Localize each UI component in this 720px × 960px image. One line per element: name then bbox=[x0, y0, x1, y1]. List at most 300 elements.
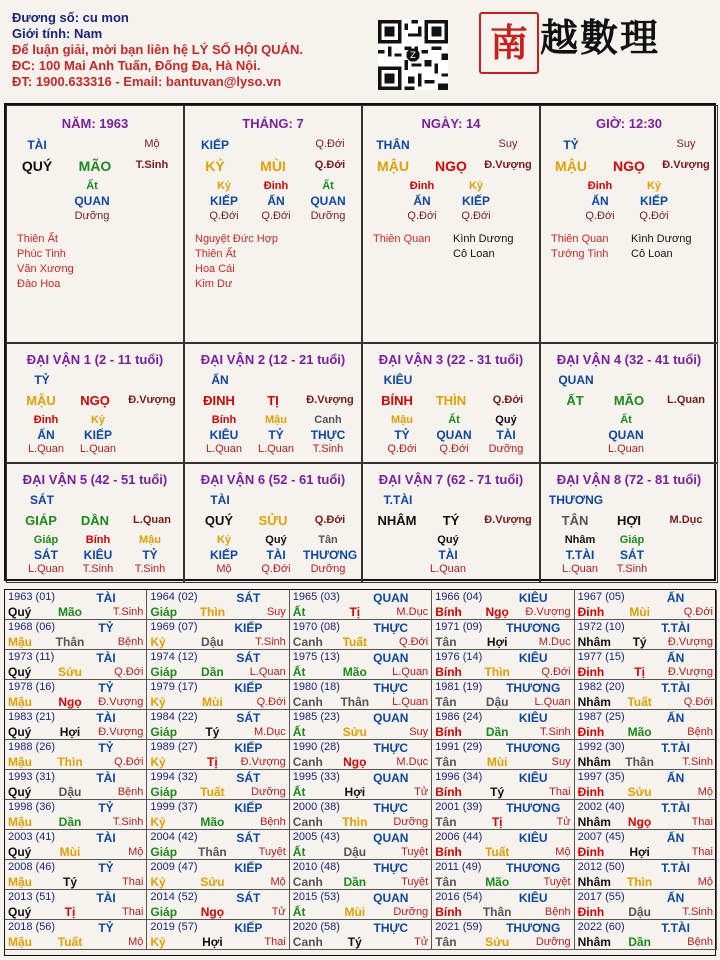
hidden-element: Ất bbox=[620, 414, 632, 426]
hidden-element: Canh bbox=[314, 414, 342, 426]
shen-sha-left: Đào Hoa bbox=[17, 278, 61, 290]
year-cell bbox=[147, 920, 289, 950]
year-label: 1998 (36) bbox=[8, 801, 56, 813]
year-label: 2012 (50) bbox=[577, 861, 625, 873]
year-state: Mộ bbox=[128, 936, 144, 948]
year-stem: Bính bbox=[435, 845, 462, 859]
luck-god: THƯƠNG bbox=[548, 493, 604, 507]
year-stem: Đinh bbox=[577, 605, 605, 619]
year-god: THỰC bbox=[373, 921, 409, 935]
year-label: 2006 (44) bbox=[435, 831, 483, 843]
hidden-element: Đinh bbox=[263, 180, 289, 192]
year-branch: Dần bbox=[201, 665, 224, 679]
year-label: 1986 (24) bbox=[435, 711, 483, 723]
hidden-god: KIÊU bbox=[209, 428, 239, 442]
year-cell bbox=[147, 860, 289, 890]
pillar-title: NĂM: 1963 bbox=[61, 116, 129, 131]
pillar-stem: KỶ bbox=[205, 158, 225, 174]
year-branch: Thìn bbox=[342, 815, 368, 829]
hidden-state: T.Sinh bbox=[616, 563, 648, 575]
year-stem: Ất bbox=[292, 725, 306, 739]
year-god: KIÊU bbox=[518, 771, 548, 785]
header-info bbox=[12, 10, 303, 90]
year-branch: Sửu bbox=[627, 785, 652, 799]
year-god: THỰC bbox=[373, 681, 409, 695]
luck-cell bbox=[362, 343, 540, 463]
luck-god: TÀI bbox=[210, 493, 230, 507]
luck-god: QUAN bbox=[558, 373, 594, 387]
year-cell bbox=[290, 650, 432, 680]
year-state: Tuyệt bbox=[543, 876, 571, 888]
hidden-state: T.Sinh bbox=[312, 443, 344, 455]
shen-sha-right: Cô Loan bbox=[453, 248, 495, 260]
year-branch: Tị bbox=[634, 665, 645, 679]
hidden-state: Q.Đới bbox=[439, 443, 469, 455]
hidden-god: KIẾP bbox=[639, 194, 668, 208]
year-god: ẤN bbox=[666, 891, 685, 905]
year-stem: Mậu bbox=[8, 935, 32, 949]
shen-sha-left: Thiên Ất bbox=[195, 248, 236, 260]
year-label: 1996 (34) bbox=[435, 771, 483, 783]
hidden-god: TỶ bbox=[142, 548, 158, 562]
year-god: THƯƠNG bbox=[506, 921, 561, 935]
year-cell bbox=[575, 800, 717, 830]
year-branch: Ngọ bbox=[58, 695, 82, 709]
year-label: 2004 (42) bbox=[150, 831, 198, 843]
year-state: Bệnh bbox=[687, 726, 713, 738]
year-god: T.TÀI bbox=[661, 621, 690, 635]
year-label: 1991 (29) bbox=[435, 741, 483, 753]
year-stem: Mậu bbox=[8, 815, 32, 829]
year-god: TÀI bbox=[96, 891, 116, 905]
luck-stem: ẤT bbox=[566, 393, 584, 408]
year-cell bbox=[5, 650, 147, 680]
year-stem: Kỷ bbox=[150, 755, 166, 769]
luck-god: TỶ bbox=[34, 373, 50, 387]
pillar-branch: NGỌ bbox=[435, 158, 467, 174]
shen-sha-right: Cô Loan bbox=[631, 248, 673, 260]
hidden-state: Q.Đới bbox=[461, 210, 491, 222]
year-god: THƯƠNG bbox=[506, 681, 561, 695]
year-label: 1981 (19) bbox=[435, 681, 483, 693]
hidden-state: Q.Đới bbox=[639, 210, 669, 222]
year-label: 2020 (58) bbox=[292, 921, 340, 933]
year-stem: Bính bbox=[435, 665, 462, 679]
year-stem: Mậu bbox=[8, 755, 32, 769]
luck-stem: QUÝ bbox=[204, 513, 234, 528]
year-cell bbox=[290, 800, 432, 830]
luck-title: ĐẠI VẬN 6 (52 - 61 tuổi) bbox=[200, 472, 346, 487]
hidden-state: Q.Đới bbox=[407, 210, 437, 222]
hidden-state: Dưỡng bbox=[310, 210, 346, 222]
year-cell bbox=[5, 800, 147, 830]
year-cell bbox=[147, 800, 289, 830]
year-state: Q.Đới bbox=[683, 606, 713, 618]
year-branch: Hợi bbox=[629, 845, 650, 859]
year-state: Dưỡng bbox=[393, 906, 429, 918]
year-cell bbox=[147, 620, 289, 650]
year-state: Tuyệt bbox=[401, 876, 429, 888]
year-cell bbox=[575, 740, 717, 770]
year-label: 1992 (30) bbox=[577, 741, 625, 753]
year-cell bbox=[575, 920, 717, 950]
pillar-cell bbox=[6, 105, 184, 343]
hidden-god: TÀI bbox=[438, 548, 458, 562]
shen-sha-left: Hoa Cái bbox=[195, 263, 235, 275]
year-god: TỶ bbox=[98, 681, 114, 695]
year-cell bbox=[575, 830, 717, 860]
year-cell bbox=[575, 650, 717, 680]
year-cell bbox=[147, 830, 289, 860]
pillar-stem-god: THÂN bbox=[376, 138, 410, 152]
year-cell bbox=[290, 890, 432, 920]
year-stem: Ất bbox=[292, 845, 306, 859]
year-label: 2007 (45) bbox=[577, 831, 625, 843]
year-state: Mộ bbox=[270, 876, 286, 888]
year-cell bbox=[575, 710, 717, 740]
year-god: ẤN bbox=[666, 831, 685, 845]
year-label: 1983 (21) bbox=[8, 711, 56, 723]
year-branch: Dần bbox=[485, 725, 509, 739]
year-state: Đ.Vượng bbox=[667, 666, 713, 678]
year-label: 1970 (08) bbox=[292, 621, 340, 633]
hidden-state: L.Quan bbox=[607, 443, 645, 455]
year-label: 2015 (53) bbox=[292, 891, 340, 903]
luck-cell bbox=[6, 463, 184, 583]
year-state: Q.Đới bbox=[683, 696, 713, 708]
year-branch: Hợi bbox=[344, 785, 366, 799]
year-label: 1973 (11) bbox=[8, 651, 55, 663]
year-cell bbox=[5, 620, 147, 650]
hidden-god: SÁT bbox=[620, 548, 644, 562]
year-state: Mộ bbox=[697, 786, 713, 798]
year-branch: Thìn bbox=[626, 875, 653, 889]
year-cell bbox=[432, 590, 574, 620]
year-state: M.Dục bbox=[254, 726, 286, 738]
year-branch: Tuất bbox=[342, 635, 368, 649]
year-stem: Kỷ bbox=[150, 875, 166, 889]
hidden-state: Q.Đới bbox=[261, 563, 291, 575]
year-god: SÁT bbox=[236, 711, 261, 725]
year-label: 1980 (18) bbox=[292, 681, 340, 693]
year-label: 1978 (16) bbox=[8, 681, 56, 693]
year-state: Bệnh bbox=[260, 816, 286, 828]
luck-god: ẤN bbox=[211, 373, 229, 387]
year-state: M.Dục bbox=[538, 636, 571, 648]
year-branch: Sửu bbox=[485, 935, 510, 949]
phone-email: ĐT: 1900.633316 - Email: bantuvan@lyso.vn bbox=[12, 74, 282, 89]
luck-star: Đ.Vượng bbox=[484, 514, 532, 526]
year-god: SÁT bbox=[236, 651, 261, 665]
year-label: 2008 (46) bbox=[8, 861, 56, 873]
pillar-title: GIỜ: 12:30 bbox=[595, 116, 662, 131]
year-god: SÁT bbox=[236, 891, 261, 905]
year-god: KIẾP bbox=[234, 861, 263, 875]
year-label: 1990 (28) bbox=[292, 741, 340, 753]
pillar-branch: MÙI bbox=[260, 158, 286, 174]
year-stem: Quý bbox=[8, 785, 32, 799]
hidden-element: Kỷ bbox=[468, 180, 484, 192]
year-label: 2016 (54) bbox=[435, 891, 483, 903]
hidden-god: KIẾP bbox=[461, 194, 490, 208]
year-label: 1985 (23) bbox=[292, 711, 340, 723]
pillar-stem: MẬU bbox=[377, 158, 409, 174]
pillar-star: Đ.Vượng bbox=[662, 159, 710, 171]
year-cell bbox=[290, 830, 432, 860]
hidden-god: QUAN bbox=[608, 428, 644, 442]
year-state: Q.Đới bbox=[114, 666, 144, 678]
year-branch: Hợi bbox=[486, 635, 508, 649]
shen-sha-left: Thiên Ất bbox=[17, 233, 58, 245]
year-stem: Đinh bbox=[577, 725, 605, 739]
luck-cell bbox=[6, 343, 184, 463]
year-label: 2005 (43) bbox=[292, 831, 340, 843]
year-god: KIẾP bbox=[234, 801, 263, 815]
year-stem: Tân bbox=[435, 935, 457, 949]
hidden-state: L.Quan bbox=[257, 443, 295, 455]
year-stem: Tân bbox=[435, 875, 457, 889]
year-label: 1975 (13) bbox=[292, 651, 340, 663]
hidden-state: Dưỡng bbox=[488, 443, 524, 455]
year-god: KIÊU bbox=[518, 711, 548, 725]
year-branch: Hợi bbox=[59, 725, 81, 739]
pillar-stem-god: KIẾP bbox=[200, 138, 229, 152]
hidden-state: Q.Đới bbox=[585, 210, 615, 222]
year-cell bbox=[5, 860, 147, 890]
year-branch: Sửu bbox=[342, 725, 367, 739]
year-state: L.Quan bbox=[392, 666, 429, 678]
pillar-stem-god: TÀI bbox=[27, 138, 47, 152]
year-god: QUAN bbox=[373, 711, 409, 725]
pillar-title: NGÀY: 14 bbox=[421, 116, 481, 131]
year-cell bbox=[575, 890, 717, 920]
pillar-branch-state: Mộ bbox=[144, 138, 160, 150]
year-state: L.Quan bbox=[534, 696, 571, 708]
hidden-god: ẤN bbox=[37, 428, 55, 442]
year-branch: Dần bbox=[58, 815, 82, 829]
luck-stem: BÍNH bbox=[381, 393, 413, 408]
year-branch: Sửu bbox=[200, 875, 225, 889]
year-god: KIÊU bbox=[518, 591, 548, 605]
luck-stem: ĐINH bbox=[203, 393, 235, 408]
year-label: 1977 (15) bbox=[577, 651, 625, 663]
year-branch: Ngọ bbox=[485, 605, 509, 619]
luck-stem: TÂN bbox=[561, 513, 589, 528]
shen-sha-right: Kình Dương bbox=[631, 233, 692, 245]
hidden-state: L.Quan bbox=[561, 563, 599, 575]
year-state: Thai bbox=[121, 876, 144, 888]
year-state: T.Sinh bbox=[682, 906, 713, 918]
year-stem: Bính bbox=[435, 785, 462, 799]
year-label: 2013 (51) bbox=[8, 891, 56, 903]
year-state: Tuyệt bbox=[401, 846, 429, 858]
year-state: Mộ bbox=[128, 846, 144, 858]
year-god: ẤN bbox=[666, 711, 685, 725]
year-state: Dưỡng bbox=[393, 816, 429, 828]
year-stem: Quý bbox=[8, 605, 32, 619]
luck-star: Đ.Vượng bbox=[306, 394, 354, 406]
year-cell bbox=[290, 920, 432, 950]
hidden-god: TỶ bbox=[394, 428, 410, 442]
year-state: Thai bbox=[121, 906, 144, 918]
luck-branch: MÃO bbox=[613, 393, 645, 408]
year-god: TÀI bbox=[96, 831, 116, 845]
year-branch: Tuất bbox=[627, 695, 652, 709]
year-god: THƯƠNG bbox=[506, 801, 561, 815]
year-label: 1979 (17) bbox=[150, 681, 198, 693]
hidden-element: Ất bbox=[322, 180, 334, 192]
year-state: Tuyệt bbox=[258, 846, 286, 858]
pillar-cell bbox=[184, 105, 362, 343]
hidden-element: Mậu bbox=[139, 534, 161, 546]
year-god: ẤN bbox=[666, 591, 685, 605]
year-god: QUAN bbox=[373, 651, 409, 665]
luck-title: ĐẠI VẬN 8 (72 - 81 tuổi) bbox=[556, 472, 702, 487]
hidden-element: Kỷ bbox=[90, 414, 106, 426]
year-stem: Nhâm bbox=[577, 875, 611, 889]
pillar-stem-god: TỶ bbox=[563, 138, 579, 152]
year-label: 1968 (06) bbox=[8, 621, 56, 633]
year-state: T.Sinh bbox=[540, 726, 571, 738]
year-state: Dưỡng bbox=[535, 936, 571, 948]
pillar-cell bbox=[362, 105, 540, 343]
year-stem: Tân bbox=[435, 755, 457, 769]
luck-title: ĐẠI VẬN 3 (22 - 31 tuổi) bbox=[378, 352, 524, 367]
hidden-element: Kỷ bbox=[216, 180, 232, 192]
luck-branch: DẦN bbox=[80, 513, 110, 528]
luck-star: Đ.Vượng bbox=[128, 394, 176, 406]
year-branch: Tị bbox=[64, 905, 76, 919]
year-cell bbox=[432, 740, 574, 770]
hidden-element: Tân bbox=[318, 534, 338, 546]
year-god: THỰC bbox=[373, 621, 409, 635]
year-state: Mộ bbox=[697, 876, 713, 888]
year-god: T.TÀI bbox=[661, 801, 690, 815]
year-label: 1993 (31) bbox=[8, 771, 56, 783]
luck-branch: TÝ bbox=[442, 513, 460, 528]
shen-sha-left: Nguyệt Đức Hợp bbox=[195, 233, 279, 245]
year-branch: Sửu bbox=[57, 665, 83, 679]
year-branch: Dậu bbox=[58, 785, 82, 799]
year-label: 1972 (10) bbox=[577, 621, 625, 633]
year-god: SÁT bbox=[236, 771, 261, 785]
hidden-element: Mậu bbox=[265, 414, 287, 426]
hidden-god: T.TÀI bbox=[565, 548, 595, 562]
year-stem: Kỷ bbox=[150, 815, 166, 829]
chart-board bbox=[4, 103, 716, 581]
year-stem: Đinh bbox=[577, 785, 605, 799]
year-god: KIẾP bbox=[234, 921, 263, 935]
year-label: 1969 (07) bbox=[150, 621, 198, 633]
year-stem: Nhâm bbox=[577, 815, 611, 829]
luck-star: Q.Đới bbox=[314, 514, 346, 526]
year-label: 1964 (02) bbox=[150, 591, 198, 603]
luck-branch: THÌN bbox=[435, 393, 467, 408]
luck-cell bbox=[540, 343, 718, 463]
year-label: 1974 (12) bbox=[150, 651, 198, 663]
hidden-god: KIẾP bbox=[83, 428, 112, 442]
year-god: KIÊU bbox=[518, 831, 548, 845]
year-stem: Giáp bbox=[150, 905, 178, 919]
hidden-state: Mộ bbox=[216, 563, 232, 575]
year-label: 1999 (37) bbox=[150, 801, 198, 813]
year-god: KIÊU bbox=[518, 891, 548, 905]
contact-invite: Để luận giải, mời bạn liên hệ LÝ SỐ HỘI QUÁN. bbox=[12, 42, 303, 57]
year-state: M.Dục bbox=[396, 756, 429, 768]
hidden-god: ẤN bbox=[413, 194, 431, 208]
year-cell bbox=[5, 830, 147, 860]
year-stem: Quý bbox=[8, 665, 32, 679]
year-branch: Thân bbox=[340, 695, 370, 709]
year-god: THƯƠNG bbox=[506, 861, 561, 875]
hidden-state: Q.Đới bbox=[387, 443, 417, 455]
hidden-god: SÁT bbox=[34, 548, 58, 562]
year-god: SÁT bbox=[236, 591, 261, 605]
pillar-branch-state: Suy bbox=[498, 138, 518, 150]
hidden-god: KIẾP bbox=[209, 194, 238, 208]
year-cell bbox=[5, 710, 147, 740]
year-branch: Tị bbox=[349, 605, 361, 619]
year-god: KIẾP bbox=[234, 681, 263, 695]
year-label: 2001 (39) bbox=[435, 801, 483, 813]
year-stem: Tân bbox=[435, 635, 457, 649]
year-branch: Thân bbox=[482, 905, 512, 919]
hidden-element: Ất bbox=[448, 414, 460, 426]
year-state: Bệnh bbox=[687, 936, 713, 948]
year-state: Tử bbox=[414, 936, 429, 948]
year-god: TÀI bbox=[96, 591, 116, 605]
year-god: QUAN bbox=[373, 891, 409, 905]
year-stem: Kỷ bbox=[150, 935, 166, 949]
year-stem: Canh bbox=[292, 935, 323, 949]
year-branch: Mão bbox=[342, 665, 367, 679]
year-stem: Mậu bbox=[8, 875, 32, 889]
luck-cell bbox=[540, 463, 718, 583]
year-stem: Giáp bbox=[150, 845, 178, 859]
year-branch: Tuất bbox=[484, 845, 510, 859]
hidden-state: L.Quan bbox=[429, 563, 467, 575]
year-god: THƯƠNG bbox=[506, 741, 561, 755]
year-god: T.TÀI bbox=[661, 681, 690, 695]
year-state: Thai bbox=[691, 816, 713, 828]
year-label: 2018 (56) bbox=[8, 921, 56, 933]
year-branch: Tý bbox=[347, 935, 362, 949]
hidden-element: Quý bbox=[265, 534, 287, 546]
year-god: ẤN bbox=[666, 651, 685, 665]
year-cell bbox=[5, 890, 147, 920]
hidden-god: QUAN bbox=[310, 194, 346, 208]
luck-cell bbox=[362, 463, 540, 583]
hidden-element: Đinh bbox=[587, 180, 613, 192]
hidden-state: L.Quan bbox=[27, 443, 65, 455]
year-label: 2019 (57) bbox=[150, 921, 198, 933]
year-state: T.Sinh bbox=[682, 756, 713, 768]
hidden-element: Đinh bbox=[409, 180, 435, 192]
hidden-state: L.Quan bbox=[27, 563, 65, 575]
year-branch: Mùi bbox=[486, 755, 508, 769]
year-branch: Hợi bbox=[202, 935, 223, 949]
year-god: KIÊU bbox=[518, 651, 548, 665]
hidden-element: Quý bbox=[495, 414, 517, 426]
year-branch: Tị bbox=[491, 815, 503, 829]
year-branch: Tuất bbox=[57, 935, 83, 949]
year-cell bbox=[432, 680, 574, 710]
year-stem: Canh bbox=[292, 815, 323, 829]
year-label: 1987 (25) bbox=[577, 711, 625, 723]
luck-branch: HỢI bbox=[616, 513, 642, 528]
svg-text:Z: Z bbox=[410, 51, 416, 61]
year-god: THỰC bbox=[373, 741, 409, 755]
